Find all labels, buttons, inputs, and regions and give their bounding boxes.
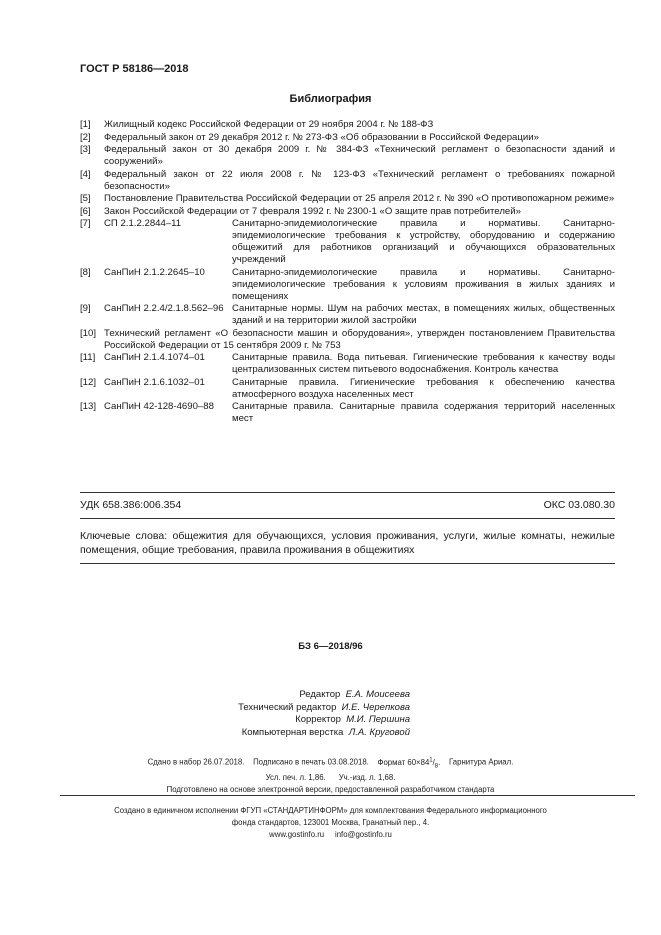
pub-line-1: [0, 754, 661, 772]
staff-role: Технический редактор: [238, 701, 337, 713]
typeface: Гарнитура Ариал.: [448, 757, 514, 767]
bibliography-list: [80, 119, 615, 426]
bib-item-5: [80, 193, 615, 205]
keywords: Ключевые слова: общежития для обучающихся, условия проживания, услуги, жилые комнаты, нежилые помещения, общие требования, правила проживания в общежитиях: [80, 530, 615, 556]
bib-number: [12]: [80, 376, 97, 388]
bib-item-6: [80, 206, 615, 218]
bib-item-1: [80, 119, 615, 131]
oks-code: ОКС 03.080.30: [543, 499, 615, 511]
bib-text: Технический регламент «О безопасности машин и оборудования», утвержден постановлением Правительства Российской Федерации от 15 сентября 2009 г. № 753: [104, 327, 615, 351]
bib-item-7: [80, 218, 615, 266]
bib-item-10: [80, 328, 615, 352]
website-link[interactable]: www.gostinfo.ru: [269, 830, 325, 839]
bib-text: Закон Российской Федерации от 7 февраля 1992 г. № 2300-1 «О защите прав потребителей»: [104, 205, 521, 217]
bib-item-8: [80, 267, 615, 303]
print-date: Подписано в печать 03.08.2018.: [253, 757, 369, 767]
bib-description: Санитарные правила. Гигиенические требования к обеспечению качества атмосферного воздуха населенных мест: [232, 376, 615, 400]
format: Формат $60\times 84^1/_8$.: [377, 757, 441, 770]
footer-line-2: фонда стандартов, 123001 Москва, Гранатный пер., 4.: [231, 818, 430, 827]
publication-details: [0, 754, 661, 796]
bib-item-12: [80, 377, 615, 401]
bib-text: Постановление Правительства Российской Федерации от 25 апреля 2012 г. № 390 «О противопожарном режиме»: [104, 193, 615, 204]
bib-item-13: [80, 401, 615, 425]
format-sup: 1: [429, 757, 433, 763]
footer-line-3: [0, 829, 661, 841]
bib-number: [5]: [80, 193, 91, 204]
bib-item-2: [80, 132, 615, 144]
staff-row-editor: [200, 689, 410, 702]
udk-code: УДК 658.386:006.354: [80, 499, 182, 511]
bib-item-3: [80, 144, 615, 168]
divider-top: [80, 492, 615, 493]
bib-number: [4]: [80, 168, 91, 180]
staff-row-layout: [200, 727, 410, 740]
bib-number: [8]: [80, 266, 91, 278]
typeset-date: Сдано в набор 26.07.2018.: [147, 757, 245, 767]
bib-text: Федеральный закон от 29 декабря 2012 г. № 273-ФЗ «Об образовании в Российской Федерации»: [104, 131, 539, 143]
bib-number: [3]: [80, 144, 91, 155]
pub-line-3: Подготовлено на основе электронной версии, предоставленной разработчиком стандарта: [166, 785, 495, 795]
staff-row-proofreader: [200, 714, 410, 727]
format-sub: 8: [434, 763, 439, 770]
footer-line-1: Создано в единичном исполнении ФГУП «СТАНДАРТИНФОРМ» для комплектования Федерального информационного: [114, 806, 547, 815]
footer: [0, 805, 661, 841]
divider-middle: [80, 518, 615, 519]
bib-number: [11]: [80, 352, 96, 363]
bib-code: СанПиН 42-128-4690–88: [104, 401, 214, 412]
staff-name: Е.А. Моисеева: [345, 689, 410, 700]
bib-number: [10]: [80, 327, 97, 339]
bib-code: СанПиН 2.1.4.1074–01: [104, 352, 205, 363]
bib-number: [7]: [80, 218, 91, 229]
divider-bottom: [80, 563, 615, 564]
bib-description: Санитарные нормы. Шум на рабочих местах, в помещениях жилых, общественных зданий и на территории жилой застройки: [232, 303, 615, 326]
email-link[interactable]: info@gostinfo.ru: [334, 830, 392, 839]
publishing-sheets: Уч.-изд. л. 1,68.: [338, 773, 396, 783]
bib-number: [1]: [80, 119, 91, 130]
bib-item-11: [80, 352, 615, 376]
bib-code: СП 2.1.2.2844–11: [104, 218, 182, 229]
bib-number: [9]: [80, 303, 91, 314]
standard-header: ГОСТ Р 58186—2018: [80, 63, 189, 75]
divider-footer: [60, 795, 635, 796]
staff-row-tech-editor: [200, 702, 410, 715]
bib-description: Санитарные правила. Вода питьевая. Гигиенические требования к качеству воды централизованных систем питьевого водоснабжения. Контроль качества: [232, 352, 615, 375]
bib-number: [2]: [80, 131, 91, 143]
staff-role: Корректор: [295, 714, 341, 725]
bib-item-4: [80, 169, 615, 193]
staff-name: И.Е. Черепкова: [341, 701, 410, 713]
bib-text: Жилищный кодекс Российской Федерации от 29 ноября 2004 г. № 188-ФЗ: [104, 119, 434, 130]
editorial-staff: [200, 689, 410, 739]
staff-name: М.И. Першина: [346, 714, 410, 725]
staff-role: Компьютерная верстка: [241, 726, 344, 738]
format-text: Формат 60×84: [377, 757, 430, 767]
bib-code: СанПиН 2.1.2.2645–10: [104, 266, 205, 278]
bib-number: [6]: [80, 205, 91, 217]
staff-role: Редактор: [299, 689, 341, 700]
bib-item-9: [80, 303, 615, 327]
bib-description: Санитарно-эпидемиологические правила и нормативы. Санитарно-эпидемиологические требования к условиям проживания в жилых зданиях и помещениях: [232, 266, 615, 302]
bib-code: СанПиН 2.2.4/2.1.8.562–96: [104, 303, 224, 314]
bib-description: Санитарно-эпидемиологические правила и нормативы. Санитарно-эпидемиологические требования к устройству, оборудованию и содержанию общежитий для работников организаций и обучающихся образовательных учреждений: [232, 218, 615, 265]
bib-code: СанПиН 2.1.6.1032–01: [104, 376, 205, 388]
staff-name: Л.А. Круговой: [348, 726, 410, 738]
bz-number: БЗ 6—2018/96: [298, 641, 363, 652]
print-sheets: Усл. печ. л. 1,86.: [265, 773, 326, 783]
bib-number: [13]: [80, 401, 97, 412]
bib-description: Санитарные правила. Санитарные правила содержания территорий населенных мест: [232, 401, 615, 424]
bib-text: Федеральный закон от 22 июля 2008 г. № 123-ФЗ «Технический регламент о требованиях пожарной безопасности»: [104, 168, 615, 192]
pub-line-2: [0, 772, 661, 784]
bib-text: Федеральный закон от 30 декабря 2009 г. № 384-ФЗ «Технический регламент о безопасности зданий и сооружений»: [104, 144, 615, 167]
bibliography-title: Библиография: [289, 93, 372, 105]
